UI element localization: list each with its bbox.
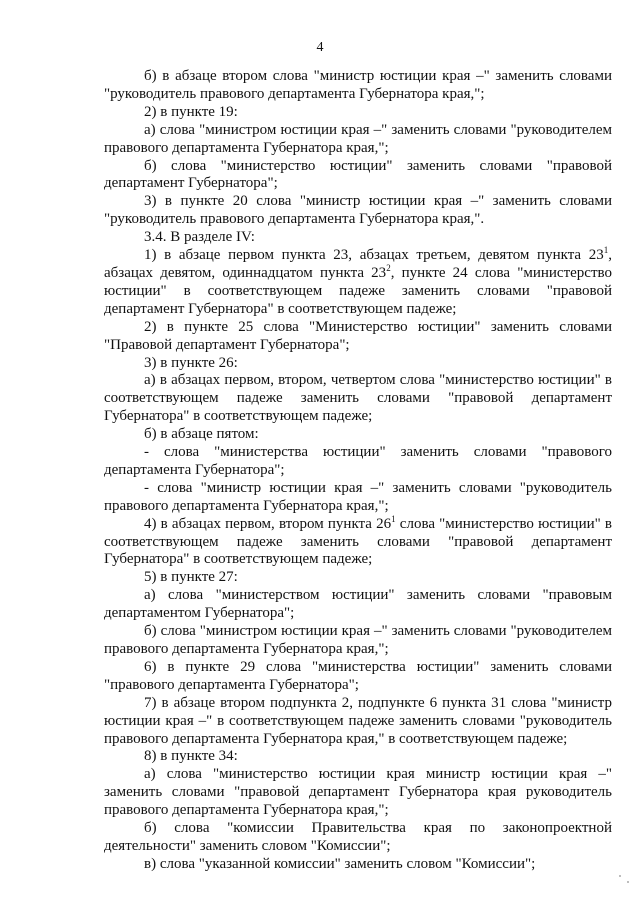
paragraph: 5) в пункте 27: (144, 569, 238, 586)
paragraph: 2) в пункте 19: (144, 103, 238, 120)
paragraph: а) в абзацах первом, втором, четвертом слова "министерство юстиции" в соответствующем падеже заменить словами "правовой департамент Губернатора" в соответствующем падеже; (104, 372, 612, 425)
paragraph: 6) в пункте 29 слова "министерства юстиции" заменить словами "правового департамента Губернатора"; (104, 658, 612, 693)
document-body (104, 68, 612, 874)
paragraph: 4) в абзацах первом, втором пункта $26^1$ слова "министерство юстиции" в соответствующем падеже заменить словами "правовой департамент Губернатора" в соответствующем падеже; (104, 513, 612, 568)
paragraph: 8) в пункте 34: (144, 748, 238, 765)
paragraph: б) в абзаце пятом: (144, 426, 259, 443)
section-heading: 3.4. В разделе IV: (144, 229, 255, 246)
paragraph: в) слова "указанной комиссии" заменить словом "Комиссии"; (144, 855, 536, 872)
paragraph: 3) в пункте 20 слова "министр юстиции края –" заменить словами "руководитель правового департамента Губернатора края,". (104, 193, 612, 228)
paragraph: 7) в абзаце втором подпункта 2, подпункте 6 пункта 31 слова "министр юстиции края –" в соответствующем падеже заменить словами "руководитель правового департамента Губернатора края," в соответствующем падеже; (104, 694, 612, 747)
paragraph: 2) в пункте 25 слова "Министерство юстиции" заменить словами "Правовой департамент Губернатора"; (104, 318, 612, 353)
page-number: 4 (316, 40, 324, 55)
paragraph: 1) в абзаце первом пункта 23, абзацах третьем, девятом пункта $23^1$, абзацах девятом, одиннадцатом пункта $23^2$, пункте 24 слова "министерство юстиции" в соответствующем падеже заменить словами "правовой департамент Губернатора" в соответствующем падеже; (104, 245, 612, 317)
scan-speck (627, 881, 629, 883)
paragraph: а) слова "министерством юстиции" заменить словами "правовым департаментом Губернатора"; (104, 587, 612, 622)
paragraph: - слова "министр юстиции края –" заменить словами "руководитель правового департамента Губернатора края,"; (104, 479, 612, 514)
paragraph: а) слова "министром юстиции края –" заменить словами "руководителем правового департамента Губернатора края,"; (104, 121, 612, 156)
paragraph: б) слова "комиссии Правительства края по законопроектной деятельности" заменить словом "Комиссии"; (104, 820, 612, 854)
superscript: 1 (603, 245, 609, 256)
scan-speck (619, 875, 621, 877)
paragraph: б) в абзаце втором слова "министр юстиции края –" заменить словами "руководитель правового департамента Губернатора края,"; (104, 68, 612, 102)
paragraph: б) слова "министром юстиции края –" заменить словами "руководителем правового департамента Губернатора края,"; (104, 623, 612, 657)
superscript: 1 (391, 513, 396, 524)
paragraph: а) слова "министерство юстиции края министр юстиции края –" заменить словами "правовой департамент Губернатора края руководитель правового департамента Губернатора края,"; (104, 766, 612, 819)
paragraph: 3) в пункте 26: (144, 354, 238, 371)
paragraph: б) слова "министерство юстиции" заменить словами "правовой департамент Губернатора"; (104, 157, 612, 192)
paragraph: - слова "министерства юстиции" заменить словами "правового департамента Губернатора"; (104, 444, 612, 478)
superscript: 2 (386, 262, 391, 273)
